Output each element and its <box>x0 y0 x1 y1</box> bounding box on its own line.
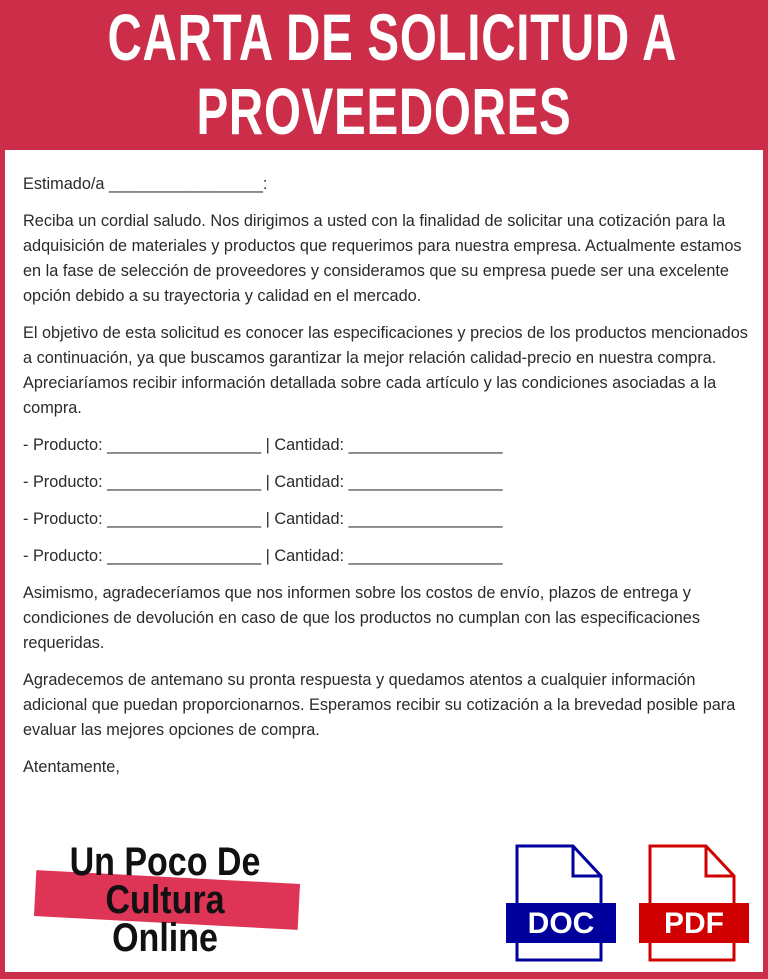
paragraph: Agradecemos de antemano su pronta respuesta y quedamos atentos a cualquier información adicional que puedan proporcionarnos. Esperamos recibir su cotización a la brevedad posible para evaluar las mejores opciones de compra. <box>23 671 736 739</box>
greeting: Estimado/a _________________: <box>23 175 268 193</box>
logo-line-2: Cultura <box>105 878 225 922</box>
page-title <box>0 0 768 150</box>
title-line-1: CARTA DE SOLICITUD A <box>107 0 678 74</box>
pdf-download-icon[interactable] <box>637 843 752 963</box>
logo-line-3: Online <box>112 916 218 960</box>
paragraph: Reciba un cordial saludo. Nos dirigimos a usted con la finalidad de solicitar una cotización para la adquisición de materiales y productos que requerimos para nuestra empresa. Actualmente estamos en la fase de selección de proveedores y consideramos que su empresa puede ser una excelente opción debido a su trayectoria y calidad en el mercado. <box>23 212 742 305</box>
pdf-label: PDF <box>664 907 724 940</box>
product-line: - Producto: _________________ | Cantidad: _________________ <box>23 510 503 528</box>
product-line: - Producto: _________________ | Cantidad: _________________ <box>23 436 503 454</box>
closing: Atentamente, <box>23 758 120 776</box>
title-line-2: PROVEEDORES <box>196 74 572 148</box>
product-line: - Producto: _________________ | Cantidad: _________________ <box>23 473 503 491</box>
paragraph: Asimismo, agradeceríamos que nos informen sobre los costos de envío, plazos de entrega y condiciones de devolución en caso de que los productos no cumplan con las especificaciones requeridas. <box>23 584 701 652</box>
letter-body <box>23 172 753 792</box>
brand-logo <box>35 840 305 960</box>
doc-label: DOC <box>527 907 595 940</box>
paragraph: El objetivo de esta solicitud es conocer las especificaciones y precios de los productos mencionados a continuación, ya que buscamos garantizar la mejor relación calidad-precio en nuestra compra. Apreciaríamos recibir información detallada sobre cada artículo y las condiciones asociadas a la compra. <box>23 324 748 417</box>
doc-download-icon[interactable] <box>504 843 619 963</box>
logo-line-1: Un Poco De <box>69 840 261 884</box>
product-line: - Producto: _________________ | Cantidad: _________________ <box>23 547 503 565</box>
letter-panel <box>5 150 763 972</box>
